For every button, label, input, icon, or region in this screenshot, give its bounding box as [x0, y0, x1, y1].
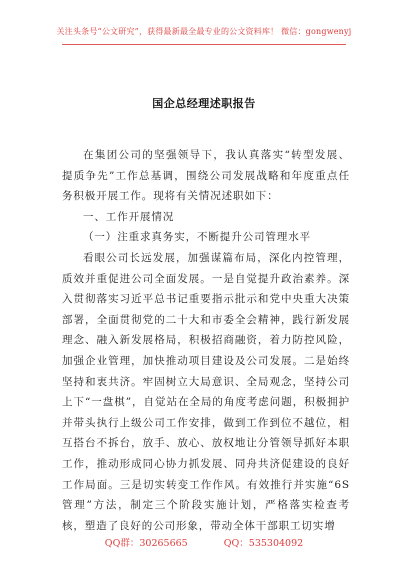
subsection-heading: （一）注重求真务实，不断提升公司管理水平	[83, 231, 311, 244]
section-heading: 一、工作开展情况	[83, 210, 175, 223]
intro-paragraph: 在集团公司的坚强领导下，我认真落实“转型发展、提质争先”工作总基调，围绕公司发展战略和年度重点任务积极开展工作。现将有关情况述职如下：	[62, 149, 350, 203]
header-promo-note: 关注头条号“公文研究”，获得最新最全最专业的公文资料库！ 微信：gongwenyj	[56, 27, 352, 36]
footer-qq-group: QQ群：30265665	[104, 538, 188, 549]
footer-qq-number: QQ：535304092	[223, 538, 304, 549]
document-body	[62, 145, 350, 536]
document-title: 国企总经理述职报告	[152, 97, 256, 110]
header-divider	[62, 44, 346, 45]
footer-contact	[0, 535, 408, 549]
body-paragraph: 看眼公司长远发展，加强谋篇布局，深化内控管理，质效并重促进公司全面发展。一是自觉提升政治素养。深入贯彻落实习近平总书记重要指示批示和党中央重大决策部署，全面贯彻党的二十大和市委全会精神，践行新发展理念、融入新发展格局，积极招商融资，着力防控风险，加强企业管理，加快推动项目建设及公司发展。二是始终坚持和衷共济。牢固树立大局意识、全局观念，坚持公司上下“一盘棋”，自觉站在全局的角度考虑问题，积极拥护并带头执行上级公司工作安排，做到工作到位不越位，相互搭台不拆台，放手、放心、放权地让分管领导抓好本职工作，推动形成同心协力抓发展、同舟共济促建设的良好工作局面。三是切实转变工作作风。有效推行并实施“6S管理”方法，制定三个阶段实施计划，严格落实检查考核，塑造了良好的公司形象，带动全体干部职工切实增	[62, 251, 350, 532]
